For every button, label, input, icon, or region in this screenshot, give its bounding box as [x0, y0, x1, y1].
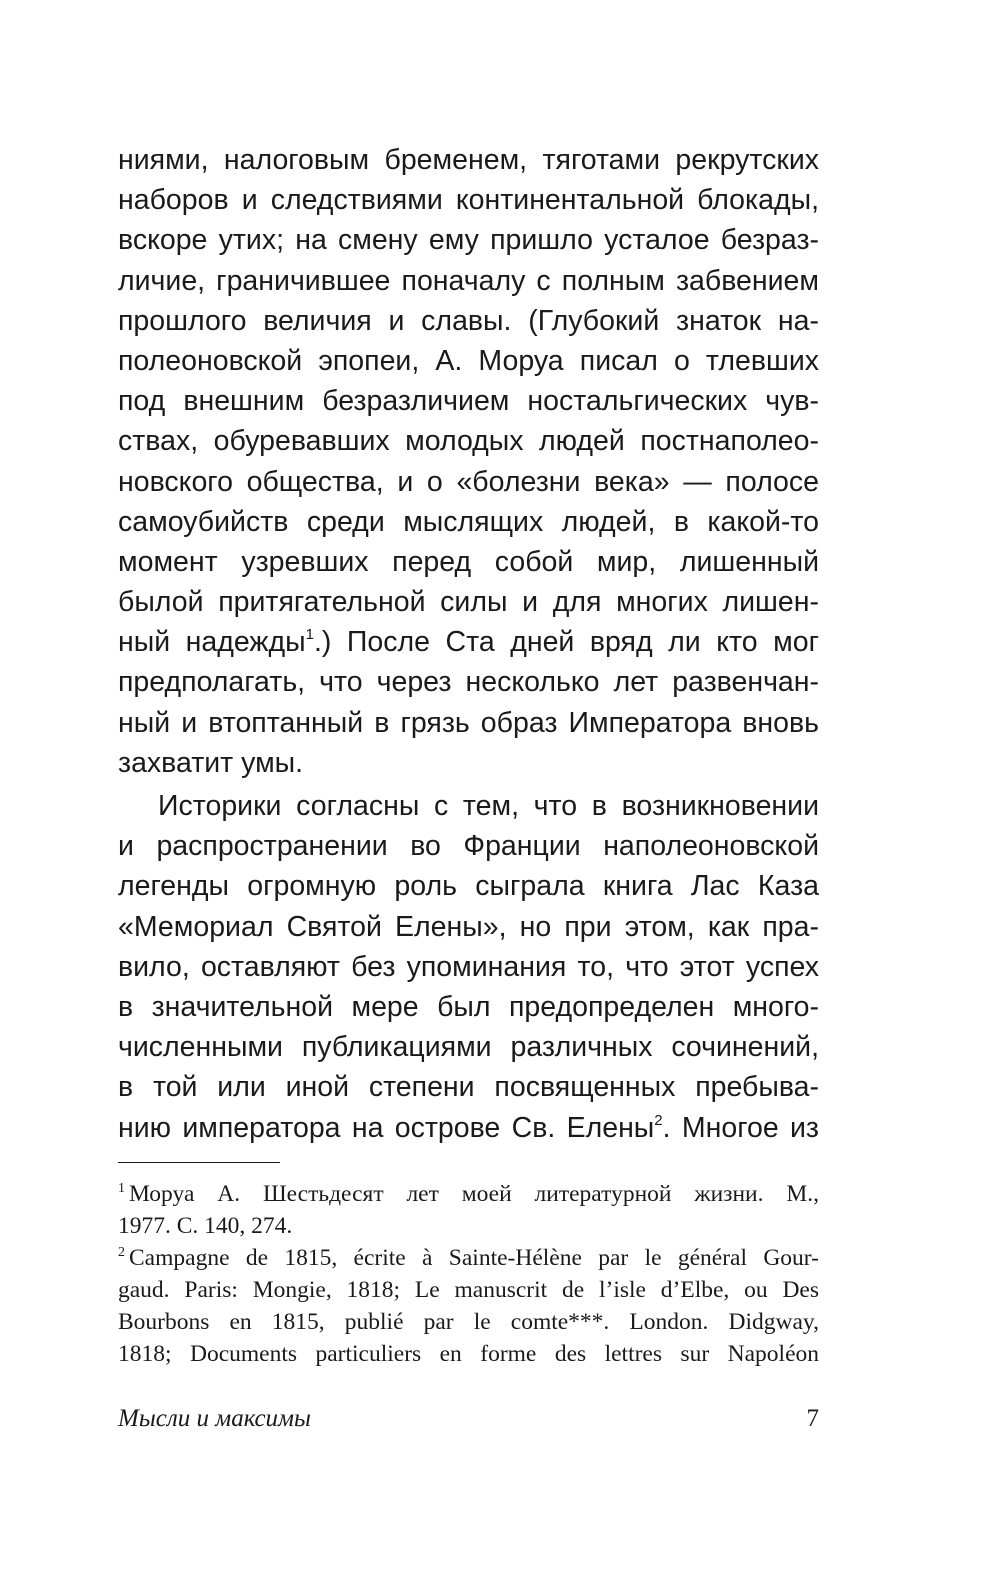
footnote-text: Campagne de 1815, écrite à Sainte-Hélène par le général Gour- [129, 1245, 819, 1271]
text-line: новского общества, и о «болезни века» — полосе [118, 465, 819, 498]
text-line: ниями, налоговым бременем, тяготами рекрутских [118, 144, 819, 176]
text-line: в значительной мере был предопределен много- [118, 990, 819, 1023]
footnote-2-line: Bourbons en 1815, publié par le comte***. London. Didgway, [118, 1309, 819, 1335]
footnote-1-line: 1977. С. 140, 274. [118, 1213, 293, 1239]
text-line: вило, оставляют без упоминания то, что этот успех [118, 950, 819, 983]
footnote-1-line [118, 1178, 819, 1210]
footnote-2-line: gaud. Paris: Mongie, 1818; Le manuscrit de l’isle d’Elbe, ou Des [118, 1277, 819, 1303]
text-line: ный и втоптанный в грязь образ Императора вновь [118, 706, 819, 739]
text-line [118, 1108, 819, 1148]
text-line: ствах, обуревавших молодых людей постнаполео- [118, 425, 819, 458]
text-line: вскоре утих; на смену ему пришло усталое безраз- [118, 224, 819, 257]
footnote-2-line [118, 1242, 819, 1274]
footnote-1-marker: 1 [118, 1181, 125, 1196]
text-line: под внешним безразличием ностальгических чув- [118, 385, 819, 418]
text-line: «Мемориал Святой Елены», но при этом, как пра- [118, 910, 819, 943]
main-text [118, 140, 819, 1148]
text-segment: . Многое из [662, 1111, 819, 1144]
text-line: и распространении во Франции наполеоновской [118, 830, 819, 863]
text-line: Историки согласны с тем, что в возникновении [158, 790, 819, 822]
text-line [118, 622, 819, 662]
text-line: в той или иной степени посвященных пребыва- [118, 1071, 819, 1104]
text-line: былой притягательной силы и для многих лишен- [118, 586, 819, 619]
paragraph-2 [118, 786, 819, 1148]
footnote-divider [118, 1162, 280, 1163]
text-line: легенды огромную роль сыграла книга Лас Каза [118, 870, 819, 903]
page-number: 7 [806, 1405, 819, 1432]
text-line: наборов и следствиями континентальной блокады, [118, 184, 819, 217]
text-line: самоубийств среди мыслящих людей, в какой-то [118, 505, 819, 538]
footnote-2-line: 1818; Documents particuliers en forme des lettres sur Napoléon [118, 1341, 819, 1367]
footnote-ref-2[interactable]: 2 [654, 1111, 663, 1129]
running-title: Мысли и максимы [118, 1405, 311, 1432]
page-footer [118, 1405, 819, 1439]
text-segment: ный надежды [118, 626, 306, 659]
text-line: момент узревших перед собой мир, лишенный [118, 545, 819, 578]
text-segment: нию императора на острове Св. Елены [118, 1111, 655, 1144]
text-line: полеоновской эпопеи, А. Моруа писал о тлевших [118, 344, 819, 377]
text-line: численными публикациями различных сочинений, [118, 1031, 819, 1064]
footnote-text: Моруа А. Шестьдесят лет моей литературной жизни. М., [129, 1181, 819, 1207]
text-line: захватит умы. [118, 746, 304, 779]
text-line: прошлого величия и славы. (Глубокий знаток на- [118, 304, 819, 337]
text-line: личие, граничившее поначалу с полным забвением [118, 264, 819, 297]
footnote-2-marker: 2 [118, 1245, 125, 1260]
footnotes [118, 1178, 819, 1370]
text-line: предполагать, что через несколько лет развенчан- [118, 666, 819, 699]
text-segment: .) После Ста дней вряд ли кто мог [313, 626, 819, 659]
paragraph-1 [118, 140, 819, 783]
footnote-ref-1[interactable]: 1 [305, 626, 314, 644]
